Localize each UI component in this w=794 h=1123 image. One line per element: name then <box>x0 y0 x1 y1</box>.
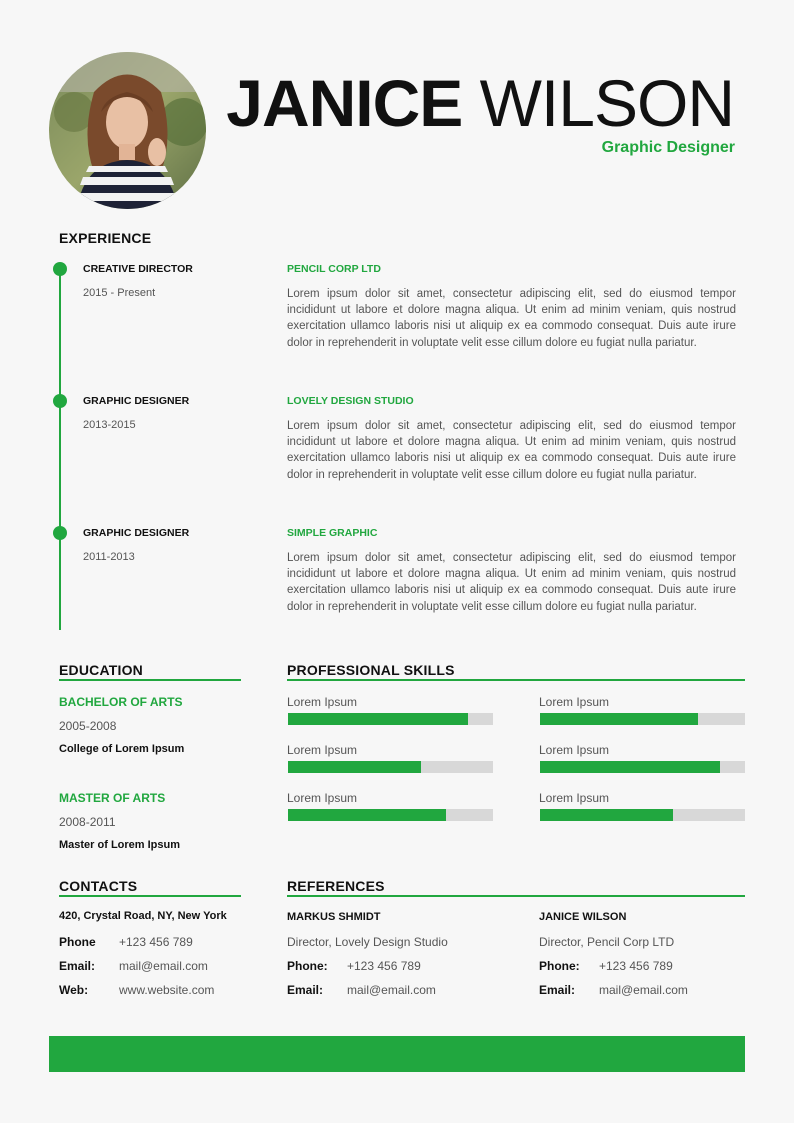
experience-dates: 2013-2015 <box>83 419 136 431</box>
education-degree: MASTER OF ARTS <box>59 791 166 805</box>
skill-bar <box>540 809 745 821</box>
reference-name: MARKUS SHMIDT <box>287 911 381 923</box>
skills-rule <box>287 679 745 681</box>
experience-company: LOVELY DESIGN STUDIO <box>287 395 414 407</box>
skill-bar-fill <box>540 761 720 773</box>
skill-label: Lorem Ipsum <box>539 791 610 805</box>
reference-email-label: Email: <box>539 983 576 997</box>
experience-timeline <box>59 268 61 630</box>
reference-phone: +123 456 789 <box>347 959 421 973</box>
experience-role: GRAPHIC DESIGNER <box>83 395 190 407</box>
experience-dates: 2011-2013 <box>83 551 135 563</box>
education-years: 2008-2011 <box>59 815 116 829</box>
contact-phone-label: Phone <box>59 935 96 949</box>
experience-dates: 2015 - Present <box>83 287 156 299</box>
contact-address: 420, Crystal Road, NY, New York <box>59 910 227 922</box>
experience-company: SIMPLE GRAPHIC <box>287 527 378 539</box>
reference-email-label: Email: <box>287 983 324 997</box>
references-heading: REFERENCES <box>287 878 385 894</box>
references-rule <box>287 895 745 897</box>
contact-email-label: Email: <box>59 959 96 973</box>
skill-bar <box>288 809 493 821</box>
skill-bar <box>288 761 493 773</box>
contact-web-label: Web: <box>59 983 89 997</box>
contact-email[interactable]: mail@email.com <box>119 959 208 973</box>
skill-bar <box>540 761 745 773</box>
education-degree: BACHELOR OF ARTS <box>59 695 183 709</box>
job-title: Graphic Designer <box>601 139 735 156</box>
skills-heading: PROFESSIONAL SKILLS <box>287 662 455 678</box>
experience-description: Lorem ipsum dolor sit amet, consectetur adipiscing elit, sed do eiusmod tempor incididunt ut labore et dolore magna aliqua. Ut enim ad minim veniam, quis nostrud exercitation ullamco laboris nisi ut aliquip ex ea commodo consequat. Duis aute irure dolor in reprehenderit in voluptate velit esse cillum dolore eu fugiat nulla pariatur. <box>287 420 736 481</box>
timeline-dot <box>53 394 67 408</box>
reference-email[interactable]: mail@email.com <box>347 983 436 997</box>
education-heading: EDUCATION <box>59 662 143 678</box>
timeline-dot <box>53 262 67 276</box>
skill-bar-fill <box>288 713 468 725</box>
skill-label: Lorem Ipsum <box>287 743 358 757</box>
contact-website[interactable]: www.website.com <box>119 983 215 997</box>
candidate-name <box>226 68 734 138</box>
skill-label: Lorem Ipsum <box>539 743 610 757</box>
experience-description: Lorem ipsum dolor sit amet, consectetur adipiscing elit, sed do eiusmod tempor incididunt ut labore et dolore magna aliqua. Ut enim ad minim veniam, quis nostrud exercitation ullamco laboris nisi ut aliquip ex ea commodo consequat. Duis aute irure dolor in reprehenderit in voluptate velit esse cillum dolore eu fugiat nulla pariatur. <box>287 552 736 613</box>
education-school: Master of Lorem Ipsum <box>59 839 181 851</box>
reference-phone-label: Phone: <box>287 959 328 973</box>
reference-phone-label: Phone: <box>539 959 580 973</box>
education-years: 2005-2008 <box>59 719 117 733</box>
skill-bar <box>540 713 745 725</box>
skill-bar <box>288 713 493 725</box>
experience-role: CREATIVE DIRECTOR <box>83 263 193 275</box>
skill-label: Lorem Ipsum <box>539 695 610 709</box>
footer-bar <box>49 1036 745 1072</box>
reference-position: Director, Lovely Design Studio <box>287 935 448 949</box>
profile-photo-illustration <box>49 52 206 209</box>
experience-description: Lorem ipsum dolor sit amet, consectetur adipiscing elit, sed do eiusmod tempor incididunt ut labore et dolore magna aliqua. Ut enim ad minim veniam, quis nostrud exercitation ullamco laboris nisi ut aliquip ex ea commodo consequat. Duis aute irure dolor in reprehenderit in voluptate velit esse cillum dolore eu fugiat nulla pariatur. <box>287 288 736 349</box>
profile-photo <box>49 52 206 209</box>
reference-position: Director, Pencil Corp LTD <box>539 935 675 949</box>
experience-company: PENCIL CORP LTD <box>287 263 381 275</box>
contacts-heading: CONTACTS <box>59 878 138 894</box>
skill-bar-fill <box>540 713 698 725</box>
skill-bar-fill <box>540 809 673 821</box>
skill-label: Lorem Ipsum <box>287 791 358 805</box>
reference-email[interactable]: mail@email.com <box>599 983 688 997</box>
first-name: JANICE <box>226 66 463 140</box>
timeline-dot <box>53 526 67 540</box>
skill-label: Lorem Ipsum <box>287 695 358 709</box>
experience-role: GRAPHIC DESIGNER <box>83 527 190 539</box>
skill-bar-fill <box>288 809 446 821</box>
education-rule <box>59 679 241 681</box>
last-name: WILSON <box>479 66 734 140</box>
experience-heading: EXPERIENCE <box>59 230 152 246</box>
reference-phone: +123 456 789 <box>599 959 673 973</box>
skill-bar-fill <box>288 761 421 773</box>
education-school: College of Lorem Ipsum <box>59 743 185 755</box>
reference-name: JANICE WILSON <box>539 911 627 923</box>
contact-phone: +123 456 789 <box>119 935 193 949</box>
contacts-rule <box>59 895 241 897</box>
